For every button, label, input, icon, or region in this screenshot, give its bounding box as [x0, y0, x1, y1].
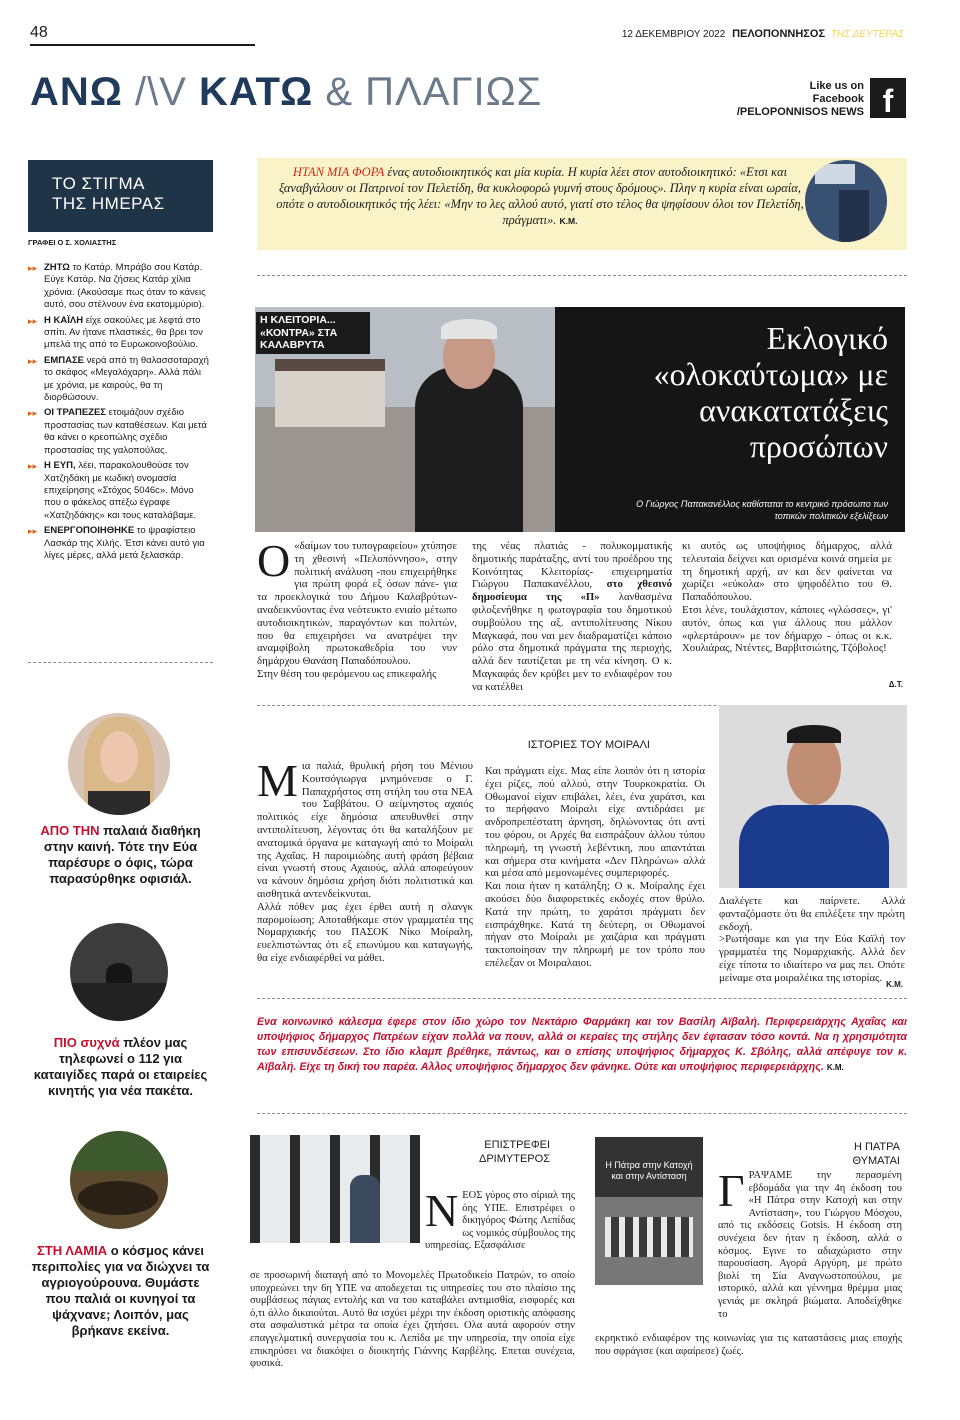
- intro-body: ένας αυτοδιοικητικός και μία κυρία. Η κυρία λέει στον αυτοδιοικητικό: «Ετσι και ξαναβγάλουν οι Πατρινοί τον Πελετίδη, θα κυκλοφορώ γυμνή στους δρόμους». Πλην η κυρία είναι ωραία, οπότε ο αυτοδιοικητικός τής λέει: «Μην το λες αλλού αυτό, γιατί στο τέλος θα ψηφίσουν όλοι τον Πελετίδη, πράγματι».: [276, 165, 804, 227]
- section-title: [30, 70, 542, 115]
- moirali-col-2: [485, 765, 705, 970]
- note-item: [28, 407, 213, 457]
- facebook-promo[interactable]: [737, 80, 864, 119]
- moirali-col-1: [257, 755, 473, 965]
- stigma-title-line1: ΤΟ ΣΤΙΓΜΑ: [52, 174, 146, 193]
- main-signature: Δ.Τ.: [888, 680, 903, 689]
- side-lead: ΠΙΟ συχνά: [53, 1035, 120, 1050]
- note-text: ετοιμάζουν σχέδιο προστασίας των καταθέσεων. Και μετά θα κάνει ο κρεοπώλης σχέδιο προστασίας της γαλοπούλας.: [44, 407, 207, 456]
- note-item: [28, 315, 213, 352]
- moirali-col-3: [719, 895, 905, 985]
- drimyteros-top: [425, 1185, 575, 1253]
- main-col-2: [472, 540, 672, 694]
- side-lead: ΣΤΗ ΛΑΜΙΑ: [36, 1243, 108, 1258]
- dropcap: Ο: [257, 535, 291, 586]
- paper-day: ΤΗΣ ΔΕΥΤΕΡΑΣ: [830, 29, 904, 40]
- storm-photo: [70, 923, 168, 1021]
- moiralis-photo: [719, 705, 907, 888]
- note-text: λέει, παρακολουθούσε τον Χατζηδάκη με κωδική ονομασία επιχείρησης «Στόχος 5046c». Μόνο που ο φάκελος απέξω έγραφε «Χατζηδάκης» και τους καταλάβαμε.: [44, 460, 197, 521]
- side-item-2: [28, 1035, 213, 1099]
- dress-shape: [88, 791, 150, 815]
- column-author: ΓΡΑΦΕΙ Ο Σ. ΧΟΛΙΑΣΤΗΣ: [28, 238, 117, 247]
- main-col-1-text: «δαίμων του τυπογραφείου» χτύπησε τη χθεσινή «Πελοπόννησο», στην πολιτική ανάλυση -που επιχειρήθηκε για πρώτη φορά εξ όσων πάνε- για τα προεκλογικά του Δήμου Καλαβρύτων- αναδεικνύοντας ένα νεότευκτο ενιαίο μέτωπο αυτοδιοικητικών, παραγόντων και πολιτών, που θα επιχειρήσει να ανατρέψει την αναμφίβολη πρωτοκαθεδρία του νυν δημάρχου Θανάση Παπαδόπουλου. Στην θέση του φερόμενου ως επικεφαλής: [257, 540, 457, 680]
- header-rule: [30, 44, 255, 46]
- patra-headline-line1: Η ΠΑΤΡΑ: [853, 1141, 900, 1153]
- main-photo-caption: Ο Γιώργος Παπακανέλλος καθίσταται το κεντρικό πρόσωπο των τοπικών πολιτικών εξελίξεων: [636, 499, 888, 521]
- fb-name-text: Facebook: [812, 93, 864, 105]
- roof-shape: [275, 359, 385, 371]
- patra-top: [718, 1165, 902, 1321]
- stigma-title: [52, 174, 165, 214]
- grass-shape: [70, 1131, 168, 1171]
- moirali-col-2-text: Και πράγματι είχε. Μας είπε λοιπόν ότι η ιστορία έχει ρίζες, πού αλλού, στην Τουρκοκρατία. Οι Οθωμανοί είχαν επιβάλει, λέει, ένα χαράτσι, και το περήφανο Μοίραλι είχε αντιδράσει με ανδροπρεπέστατη άρνηση, δηλώνοντας ότι αντί του φόρου, οι Αρχές θα εισπράξουν άλλου τύπου πληρωμή, τη γνωστή λεβέντικη, που απαντάται και σήμερα στα κινήματα «Δεν Πληρώνω» αλλά και μέσα από μεμονωμένες συμπεριφορές. Και ποια ήταν η κατάληξη; Ο κ. Μοίραλης έχει ακούσει δύο διαφορετικές εκδοχές στον θρύλο. Κατά την πρώτη, το χαράτσι πράγματι δεν εισπράχθηκε. Κατά τη δεύτερη, οι Οθωμανοί πήγαν στο Μοίραλι με χαιζάρια και πράγματι τακτοποίησαν την πληρωμή με τον τρόπο που επέλεξαν οι Μοιραλαιοι.: [485, 765, 705, 969]
- hair-shape: [787, 725, 841, 743]
- moirali-col-1-text: ια παλιά, θρυλική ρήση του Μένιου Κουτσόγιωργα μνημόνευσε ο Γ. Παπαχρήστος στη στήλη του στα ΝΕΑ του Σαββάτου. Ο αείμνηστος αχαιός πολιτικός είχε δημόσια απευθυνθεί στην αντιπολίτευση, λέγοντας ότι θα καταλήξουν με ανατομικά όργανα με καταγωγή από το Μοίραλι της Αχαΐας. Η παροιμιώδης αυτή φράση βέβαια είναι γνωστή στους Αχαιούς, αλλά αποφεύγουν να κάνουν δημόσια χρήση διότι πολιτιστικά και αισθητικά αντενδείκνυται. Αλλά πόθεν μας έχει έρθει αυτή η σλανγκ παρομοίωση; Αποταθήκαμε στον γραμματέα της Νομαρχιακής του ΠΑΣΟΚ Νίκο Μοίραλη, ευελπιστώντας ότι εξ επωνύμου και καταγωγής, θα είχε ενδιαφέρθεί να μάθει.: [257, 760, 473, 964]
- note-item: [28, 460, 213, 522]
- note-lead: ΖΗΤΩ: [44, 262, 70, 273]
- issue-date: 12 ΔΕΚΕΜΒΡΙΟΥ 2022: [621, 29, 726, 40]
- shirt-shape: [739, 805, 889, 888]
- arrow-icon: ▸▸: [28, 355, 38, 366]
- people-shape: [605, 1217, 693, 1257]
- patra-top-text: ΡΑΨΑΜΕ την περασμένη εβδομάδα για την 4η έκδοση του «Η Πάτρα στην Κατοχή και στην Αντίσταση», του Γιώργου Μόσχου, από τις εκδόσεις Gotsis. Η έκδοση στη συνέχεια δεν ήταν η έκδοση, αλλά ο κόσμος. Εγινε το αδιαχώριστο στην παρουσίαση. Αγορά Αργύρη, με πρώτο βιολί τη Σία Αναγνωστοπούλου, με ιστορικό, αλλά και γέννημα θρέμμα μιας γενιάς με σκληρά βιώματα. Αποδείχθηκε το: [718, 1170, 902, 1320]
- main-col-2-text-b: στο χθεσινό δημοσίευμα της «Π»: [472, 578, 672, 604]
- street-shape: [70, 983, 168, 1021]
- dropcap: Ν: [425, 1185, 459, 1236]
- red-note-signature: Κ.Μ.: [826, 1063, 844, 1072]
- man-shape: [415, 367, 523, 532]
- side-text: παλαιά διαθήκη στην καινή. Τότε την Εύα παρέσυρε ο όφις, τώρα παρασύρθηκε οφισιάλ.: [43, 823, 201, 886]
- umbrella-shape: [106, 963, 132, 983]
- arrow-icon: ▸▸: [28, 526, 38, 537]
- title-updown: /\V: [134, 70, 187, 114]
- boar-shape: [78, 1181, 158, 1215]
- social-gathering-note: [257, 1015, 907, 1075]
- moirali-signature: Κ.Μ.: [886, 980, 903, 989]
- dropcap: Γ: [718, 1165, 745, 1216]
- person-shape: [350, 1175, 380, 1243]
- note-lead: Η ΕΥΠ,: [44, 460, 76, 472]
- person-shape: [839, 190, 869, 242]
- divider: [257, 275, 907, 276]
- intro-signature: Κ.Μ.: [559, 216, 578, 226]
- fb-like-text: Like us on: [809, 80, 864, 92]
- header-date: [622, 28, 904, 40]
- patra-bottom: [595, 1333, 902, 1358]
- windows-shape: [250, 1135, 420, 1243]
- drimyteros-bottom: [250, 1270, 575, 1371]
- face-shape: [100, 731, 138, 783]
- note-item: [28, 355, 213, 405]
- main-col-2-text-c: λανθασμένα φιλοξενήθηκε η φωτογραφία του δημοτικού συμβούλου της αξ. αντιπολίτευσης Νίκου Μαγκαφά, που ναι μεν διαδραματίζει κάποιο ρόλο στα δημοτικά πράγματα της περιοχής, αλλά δεν ταυτίζεται με τη νέα κίνηση. Ο κ. Μαγκαφάς δεν κρύβει μεν το ενδιαφέρον του να κατέλθει: [472, 591, 672, 693]
- side-item-1: [28, 823, 213, 887]
- moirali-headline: ΙΣΤΟΡΙΕΣ ΤΟΥ ΜΟΙΡΑΛΙ: [527, 739, 650, 751]
- divider: [257, 1113, 907, 1114]
- note-lead: ΕΝΕΡΓΟΠΟΙΗΘΗΚΕ: [44, 525, 135, 537]
- arrow-icon: ▸▸: [28, 315, 38, 326]
- drimyteros-headline-line1: ΕΠΙΣΤΡΕΦΕΙ: [484, 1139, 550, 1151]
- side-item-3: [28, 1243, 213, 1339]
- eva-photo: [68, 713, 170, 815]
- side-text: πλέον μας τηλεφωνεί ο 112 για καταιγίδες παρά οι εταιρείες κινητής για νέα πακέτα.: [33, 1035, 208, 1098]
- fb-page-text: /PELOPONNISOS NEWS: [736, 106, 864, 118]
- stigma-box: [28, 160, 213, 232]
- note-text: το Κατάρ. Μπράβο σου Κατάρ. Εύγε Κατάρ. Να ζήσεις Κατάρ χίλια χρόνια. (Ακούσαμε πως όταν το κάνεις αυτό, σου στέλνουν ένα εκατομμύριο).: [44, 262, 206, 311]
- main-col-2-text-a: της νέας πλατιάς - πολυκομματικής δημοτικής παράταξης, αντί του προέδρου της Κοινότητας Κλειτορίας- επιχειρηματία Γιώργου Παπακανέλλου,: [472, 540, 672, 591]
- boar-photo: [70, 1131, 168, 1229]
- drimyteros-headline-line2: ΔΡΙΜΥΤΕΡΟΣ: [479, 1153, 550, 1165]
- side-text: ο κόσμος κάνει περιπολίες για να διώχνει τα αγριογούρουνα. Θυμάστε που παλιά οι κυνηγοί τα ψάχνανε; Λοιπόν, μας βρήκανε εκείνα.: [31, 1243, 210, 1338]
- patra-photo-label: Η Πάτρα στην Κατοχή και στην Αντίσταση: [605, 1160, 693, 1181]
- moirali-col-3-text: Διαλέγετε και παίρνετε. Αλλά φανταζόμαστε ότι θα επιλέξετε την πρώτη εκδοχή. >Ρωτήσαμε και για την Εύα Καϊλή τον γραμματέα της Νομαρχιακής. Αλλά δεν είχε τίποτα το ιδιαίτερο να μας πει. Οπότε μείναμε στα μοιραλέικα της ιστορίας.: [719, 895, 905, 984]
- note-item: [28, 262, 213, 312]
- patra-headline-line2: ΘΥΜΑΤΑΙ: [852, 1155, 900, 1167]
- divider: [28, 662, 213, 663]
- patra-headline: [800, 1140, 900, 1168]
- note-text: το ψραφίστειο Λασκάρ της Χιλής. Έτσι κάνει αυτό για λίγες μέρες, αλλά μετά ξελασκάρ.: [44, 525, 205, 561]
- arrow-icon: ▸▸: [28, 461, 38, 472]
- title-kato: ΚΑΤΩ: [199, 70, 314, 114]
- intro-lead: ΗΤΑΝ ΜΙΑ ΦΟΡΑ: [292, 165, 385, 179]
- facebook-icon[interactable]: f: [870, 78, 906, 118]
- note-lead: ΟΙ ΤΡΑΠΕΖΕΣ: [44, 407, 107, 419]
- intro-text: [275, 164, 805, 229]
- main-col-3-text: κι αυτός ως υποψήφιος δήμαρχος, αλλά τελευταία δείχνει και ορισμένα κοινά σημεία με τη δημοτική αρχή, αν και δεν φαίνεται να χωρίζει «εύκολα» στο ψηφοδέλτιο του Θ. Παπαδόπουλου. Ετσι λένε, τουλάχιστον, κάποιες «γλώσσες», γι' αυτόν, όπως και για άλλους που μάλλον «φλερτάρουν» με τον δήμαρχο - όπως οι κ.κ. Χουλιάρας, Ντέντες, Βαρβιτσιώτης, Τζόβολος!: [682, 540, 892, 655]
- paper-name: ΠΕΛΟΠΟΝΝΗΣΟΣ: [732, 28, 826, 40]
- divider: [257, 998, 907, 999]
- arrow-icon: ▸▸: [28, 408, 38, 419]
- main-col-1: [257, 535, 457, 681]
- red-note-text: Ενα κοινωνικό κάλεσμα έφερε στον ίδιο χώρο τον Νεκτάριο Φαρμάκη και τον Βασίλη Αϊβαλή. Περιφερειάρχης Αχαΐας και υποψήφιος δήμαρχος Πατρέων είχαν πολλά να πουν, αλλά οι κεραίες της στήλης δεν έφτασαν τόσο κοντά. Να η χρησιμότητα των επισυνδέσεων. Στο ίδιο κλαμπ βρέθηκε, πάντως, και ο επίσης υποψήφιος δήμαρχος Κ. Σβόλης, αλλά απέφυγε τον κ. Αϊβαλή. Είχε τη δική του παρέα. Αλλος υποψήφιος δήμαρχος δεν φάνηκε. Ούτε και υποψήφιος περιφερειάρχης.: [257, 1016, 907, 1073]
- stigma-notes: [28, 262, 213, 565]
- main-col-3: [682, 540, 892, 655]
- note-lead: ΕΜΠΑΣΕ: [44, 354, 85, 366]
- patra-bottom-text: εκρηκτικό ενδιαφέρον της κοινωνίας για τις καταστάσεις μιας εποχής που σφράγισε (και αφαίρεσε) ζωές.: [595, 1333, 902, 1357]
- voting-photo: [805, 160, 887, 242]
- main-headline: Εκλογικό «ολοκαύτωμα» με ανακατατάξεις προσώπων: [653, 320, 888, 464]
- note-text: νερά από τη θαλασσοταραχή το σκάφος «Μεγαλόχαρη». Αλλά πάλι με χρόνια, με καιρούς, θα τη διορθώσουν.: [44, 354, 209, 404]
- note-item: [28, 525, 213, 562]
- drimyteros-headline: [430, 1138, 550, 1166]
- page-number: 48: [30, 24, 48, 41]
- drimyteros-top-text: ΕΟΣ γύρος στο σίριαλ της όης ΥΠΕ. Επιστρέφει ο δικηγόρος Φώτης Λεπίδας ως νομικός σύμβουλος της υπηρεσίας. Εξασφάλισε: [425, 1190, 575, 1252]
- dropcap: Μ: [257, 755, 298, 806]
- hair-shape: [441, 319, 497, 339]
- title-ano: ΑΝΩ: [30, 70, 123, 114]
- hospital-photo: [250, 1135, 420, 1243]
- side-lead: ΑΠΟ ΤΗΝ: [40, 823, 100, 838]
- arrow-icon: ▸▸: [28, 263, 38, 273]
- title-plagios: & ΠΛΑΓΙΩΣ: [325, 70, 543, 114]
- sidebar-bottom: [28, 675, 213, 1365]
- kleitoria-label: Η ΚΛΕΙΤΟΡΙΑ... «ΚΟΝΤΡΑ» ΣΤΑ ΚΑΛΑΒΡΥΤΑ: [256, 312, 370, 354]
- building-shape: [275, 367, 385, 427]
- note-lead: Η ΚΑΪΛΗ: [44, 314, 84, 326]
- stigma-title-line2: ΤΗΣ ΗΜΕΡΑΣ: [52, 194, 165, 213]
- note-text: είχε σακούλες με λεφτά στο σπίτι. Αν ήτανε πλαστικές, θα βρει τον μπελά της από το Ευρωκοινοβούλιο.: [44, 314, 203, 351]
- drimyteros-bottom-text: σε προσωρινή διαταγή από το Μονομελές Πρωτοδικείο Πατρών, το οποίο υποχρεώνει την 6η ΥΠΕ να αποδεχεται τις υπηρεσίες του στο πλαίσιο της συμβάσεως πάγιας εντολής και να του καταβάλει αντιμισθία, εισφορές και ό,τι άλλο δικαιούται. Αυτό θα ισχύει μέχρι την έκδοση οριστικής απόφασης στα ασφαλιστικά μέτρα τα οποία έχει ζητήσει. Ολα αυτά αφορούν στην επαγγελματική συνεργασία του κ. Λεπίδα με την υπηρεσία, την οποία είχε επικηρύσει να διακόψει ο διοικητής Γιάννης Καρβέλης. Επεται συνέχεια, φυσικά.: [250, 1270, 575, 1370]
- ballot-sign-shape: [815, 164, 855, 184]
